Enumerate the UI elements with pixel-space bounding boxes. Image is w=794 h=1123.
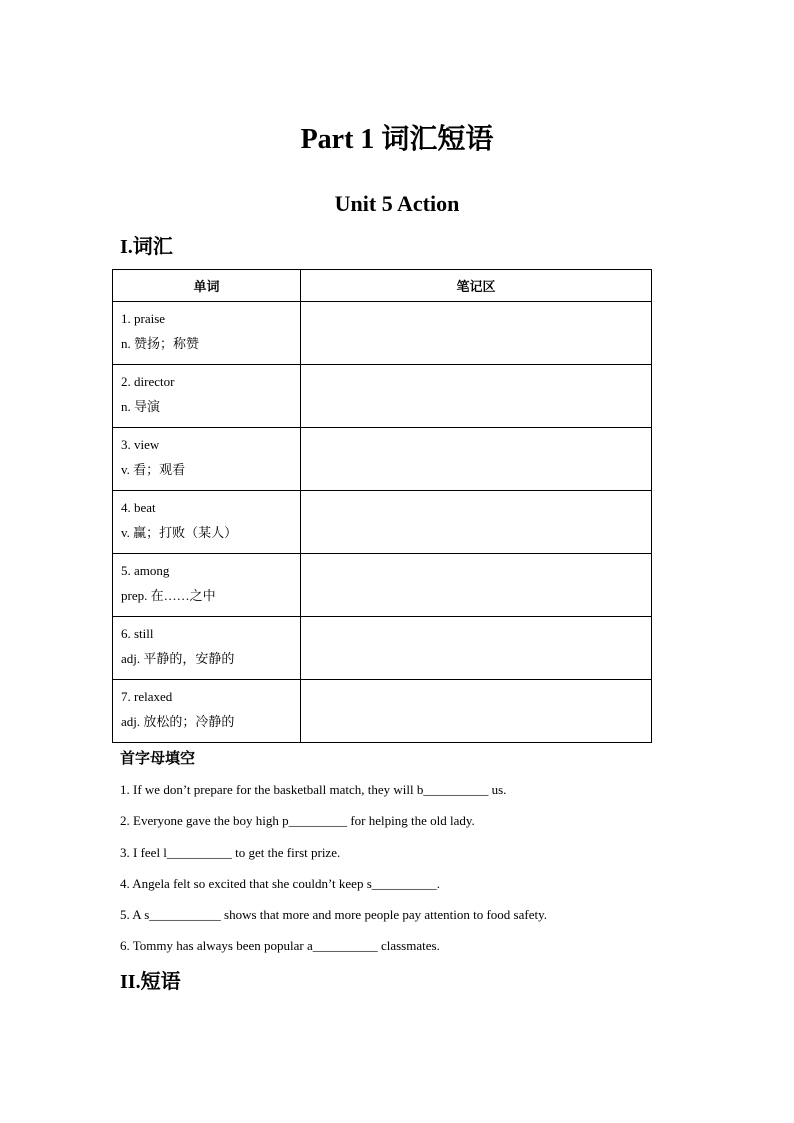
word-cell [113, 365, 301, 428]
vocabulary-table [112, 269, 652, 743]
word-cell [113, 428, 301, 491]
column-header-word: 单词 [113, 270, 301, 302]
exercise-item: 5. A s___________ shows that more and more people pay attention to food safety. [120, 907, 548, 923]
word-meaning: adj. 平静的，安静的 [121, 651, 235, 666]
word-meaning: v. 看；观看 [121, 462, 186, 477]
table-row [113, 617, 652, 680]
word-entry: 2. director [121, 374, 175, 389]
table-row [113, 554, 652, 617]
word-meaning: n. 赞扬；称赞 [121, 336, 200, 351]
word-entry: 4. beat [121, 500, 156, 515]
word-meaning: v. 赢；打败（某人） [121, 525, 238, 540]
table-header-row [113, 270, 652, 302]
page-title: Part 1 词汇短语 [300, 124, 494, 155]
word-cell [113, 554, 301, 617]
word-meaning: n. 导演 [121, 399, 161, 414]
table-row [113, 428, 652, 491]
notes-cell[interactable] [301, 680, 652, 743]
exercise-list [120, 778, 680, 966]
notes-cell[interactable] [301, 365, 652, 428]
word-entry: 3. view [121, 437, 160, 452]
word-cell [113, 617, 301, 680]
notes-cell[interactable] [301, 428, 652, 491]
notes-cell[interactable] [301, 302, 652, 365]
unit-subtitle: Unit 5 Action [334, 191, 460, 216]
word-entry: 1. praise [121, 311, 166, 326]
word-meaning: adj. 放松的；冷静的 [121, 714, 235, 729]
notes-cell[interactable] [301, 617, 652, 680]
column-header-notes: 笔记区 [301, 270, 652, 302]
word-entry: 7. relaxed [121, 689, 173, 704]
table-row [113, 365, 652, 428]
exercise-item: 6. Tommy has always been popular a__________ classmates. [120, 938, 440, 954]
table-row [113, 680, 652, 743]
table-row [113, 302, 652, 365]
exercise-heading: 首字母填空 [120, 751, 196, 767]
exercise-item: 2. Everyone gave the boy high p_________ for helping the old lady. [120, 813, 475, 829]
section-heading-vocabulary: I.词汇 [120, 236, 173, 258]
exercise-item: 1. If we don’t prepare for the basketball match, they will b__________ us. [120, 782, 507, 797]
word-entry: 5. among [121, 563, 170, 578]
exercise-item: 4. Angela felt so excited that she couldn’t keep s__________. [120, 875, 440, 891]
notes-cell[interactable] [301, 554, 652, 617]
word-entry: 6. still [121, 626, 154, 641]
word-meaning: prep. 在……之中 [121, 588, 216, 603]
word-cell [113, 680, 301, 743]
word-cell [113, 302, 301, 365]
table-row [113, 491, 652, 554]
exercise-item: 3. I feel l__________ to get the first prize. [120, 844, 341, 860]
section-heading-phrases: II.短语 [120, 971, 181, 993]
word-cell [113, 491, 301, 554]
notes-cell[interactable] [301, 491, 652, 554]
